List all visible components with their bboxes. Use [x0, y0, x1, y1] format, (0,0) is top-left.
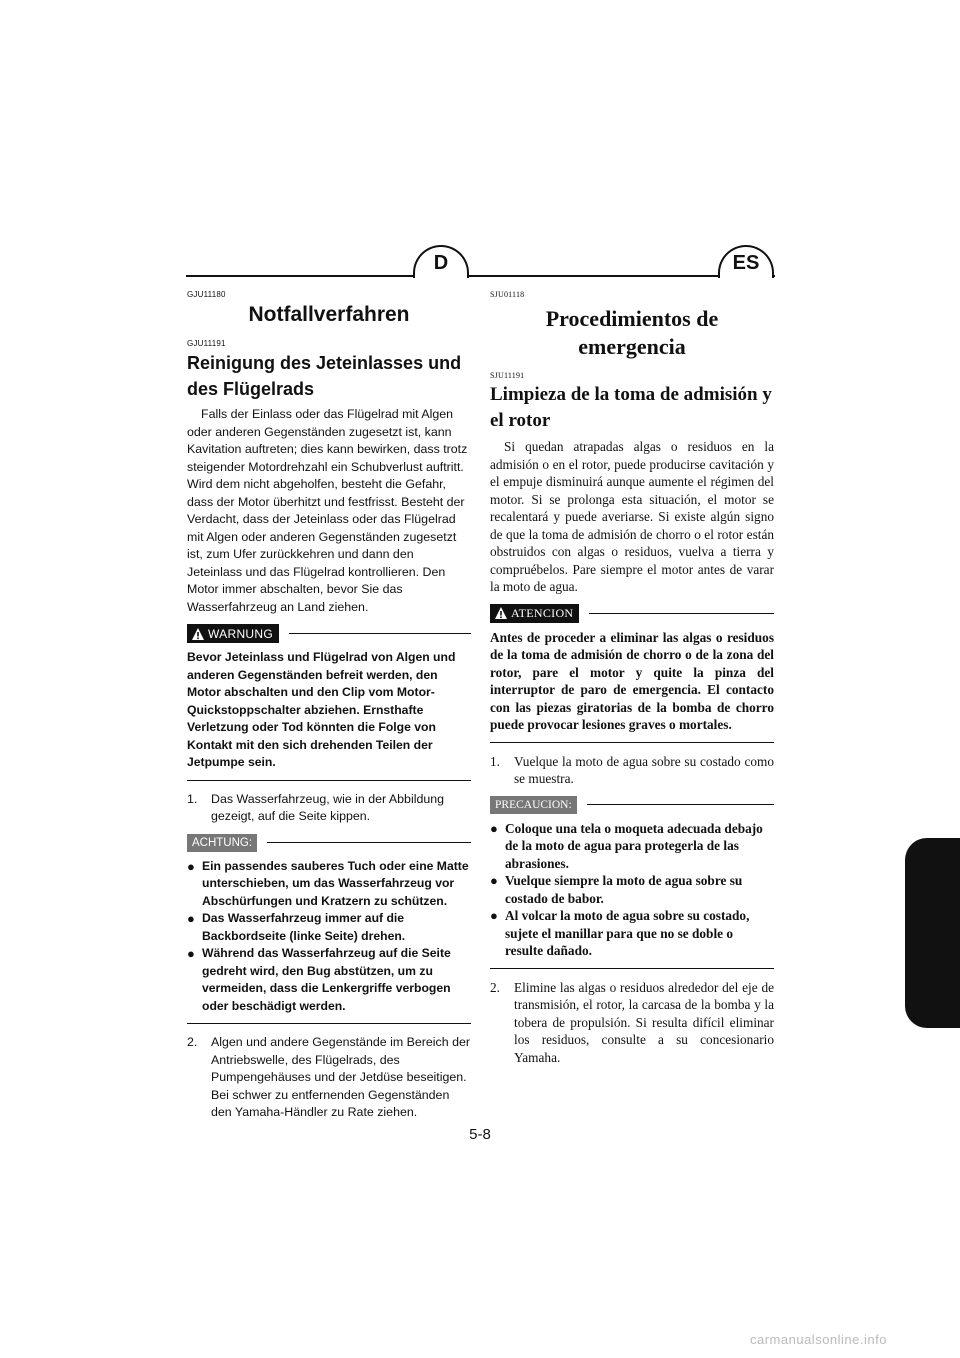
subsection-code: GJU11191 [187, 339, 226, 348]
step-number: 1. [187, 791, 198, 806]
caution-rule [267, 842, 471, 843]
caution-item: ● Während das Wasserfahrzeug auf die Seite gedreht wird, den Bug abstützen, um zu vermeiden, dass die Lenkergriffe verbogen oder beschädigt werden. [187, 945, 471, 1015]
caution-rule [587, 804, 774, 805]
warning-badge [187, 624, 279, 643]
bullet-icon: ● [187, 946, 195, 961]
step-text: Algen und andere Gegenstände im Bereich der Antriebswelle, des Flügelrads, des Pumpengehäuses und der Jetdüse beseitigen. Bei schwer zu entfernenden Gegenständen den Yamaha-Händler zu Rate ziehen. [211, 1035, 470, 1119]
intro-paragraph: Falls der Einlass oder das Flügelrad mit Algen oder anderen Gegenständen zugesetzt ist, kann Kavitation auftreten; dies kann bewirken, dass trotz steigender Motordrehzahl ein Schubverlust auftritt. Wird dem nicht abgeholfen, besteht die Gefahr, dass der Motor überhitzt und festfrisst. Besteht der Verdacht, dass der Jeteinlass oder das Flügelrad mit Algen oder anderen Gegenständen zugesetzt ist, zum Ufer zurückkehren und dann den Jeteinlass und das Flügelrad kontrollieren. Den Motor immer abschalten, bevor Sie das Wasserfahrzeug an Land ziehen. [187, 407, 468, 614]
caution-item: ● Das Wasserfahrzeug immer auf die Backbordseite (linke Seite) drehen. [187, 910, 471, 945]
intro-paragraph: Si quedan atrapadas algas o residuos en la admisión o en el rotor, puede producirse cavitación y el empuje disminuirá aunque aumente el régimen del motor. Si se prolonga esta situación, el motor se recalentará y puede averiarse. Si existe algún signo de que la toma de admisión de chorro o el rotor están obstruidos con algas o residuos, vuelva a tierra y compruébelos. Pare siempre el motor antes de varar la moto de agua. [490, 439, 774, 594]
warning-end-rule [490, 742, 774, 743]
caution-header [490, 796, 774, 814]
spanish-column [490, 290, 774, 1066]
caution-label: PRECAUCION: [490, 796, 577, 814]
caution-header [187, 834, 471, 852]
warning-end-rule [187, 780, 471, 781]
caution-item: ● Ein passendes sauberes Tuch oder eine Matte unterschieben, um das Wasserfahrzeug vor Abschürfungen und Kratzern zu schützen. [187, 858, 471, 911]
caution-label: ACHTUNG: [187, 834, 257, 852]
caution-list [187, 858, 471, 1016]
watermark: carmanualsonline.info [750, 1332, 887, 1347]
caution-item: ● Vuelque siempre la moto de agua sobre su costado de babor. [490, 873, 743, 906]
step-1 [490, 753, 774, 788]
step-1 [187, 791, 471, 826]
language-badge-d: D [413, 245, 469, 278]
warning-badge [490, 604, 579, 623]
step-number: 1. [490, 753, 500, 769]
step-2 [187, 1034, 471, 1122]
warning-header [490, 604, 774, 623]
warning-label: ATENCION [511, 605, 574, 620]
section-code: GJU11180 [187, 290, 226, 299]
warning-triangle-icon [494, 606, 508, 620]
warning-rule [589, 613, 774, 614]
step-number: 2. [490, 979, 500, 995]
step-2 [490, 979, 774, 1067]
caution-item: ● Coloque una tela o moqueta adecuada debajo de la moto de agua para protegerla de las abrasiones. [490, 820, 763, 871]
caution-end-rule [187, 1023, 471, 1024]
section-code: SJU01118 [490, 290, 525, 299]
warning-label: WARNUNG [208, 626, 273, 641]
warning-triangle-icon [191, 627, 205, 641]
chapter-side-tab [905, 838, 960, 1028]
page-number: 5-8 [469, 1126, 491, 1143]
german-column [187, 290, 471, 1122]
language-badge-es: ES [718, 245, 774, 278]
warning-rule [289, 633, 471, 634]
subsection-title: Reinigung des Jeteinlasses und des Flügelrads [187, 353, 462, 399]
caution-list [490, 820, 774, 960]
step-number: 2. [187, 1035, 198, 1049]
caution-item: ● Al volcar la moto de agua sobre su costado, sujete el manillar para que no se doble o resulte dañado. [490, 908, 750, 958]
subsection-title: Limpieza de la toma de admisión y el rotor [490, 384, 772, 431]
warning-text: Bevor Jeteinlass und Flügelrad von Algen und anderen Gegenständen befreit werden, den Motor abschalten und den Clip vom Motor-Quickstoppschalter abziehen. Ernsthafte Verletzung oder Tod könnten die Folge von Kontakt mit den sich drehenden Teilen der Jetpumpe sein. [187, 650, 456, 769]
caution-end-rule [490, 968, 774, 969]
bullet-icon: ● [187, 911, 195, 926]
bullet-icon: ● [490, 908, 498, 923]
step-text: Elimine las algas o residuos alrededor del eje de transmisión, el rotor, la carcasa de la bomba y la tobera de propulsión. Si resulta difícil eliminar los residuos, consulte a su concesionario Yamaha. [514, 979, 774, 1065]
bullet-icon: ● [490, 873, 498, 888]
subsection-code: SJU11191 [490, 371, 525, 380]
warning-header [187, 624, 471, 643]
step-text: Vuelque la moto de agua sobre su costado como se muestra. [514, 753, 774, 786]
section-title: Notfallverfahren [248, 303, 410, 326]
header-rule [186, 275, 775, 277]
bullet-icon: ● [187, 858, 195, 874]
step-text: Das Wasserfahrzeug, wie in der Abbildung gezeigt, auf die Seite kippen. [211, 791, 445, 823]
bullet-icon: ● [490, 820, 498, 836]
warning-text: Antes de proceder a eliminar las algas o residuos de la toma de admisión de chorro o de la zona del rotor, pare el motor y quite la pinza del interruptor de paro de emergencia. El contacto con las piezas giratorias de la bomba de chorro puede provocar lesiones graves o mortales. [490, 629, 774, 732]
section-title: Procedimientos de emergencia [545, 306, 719, 359]
